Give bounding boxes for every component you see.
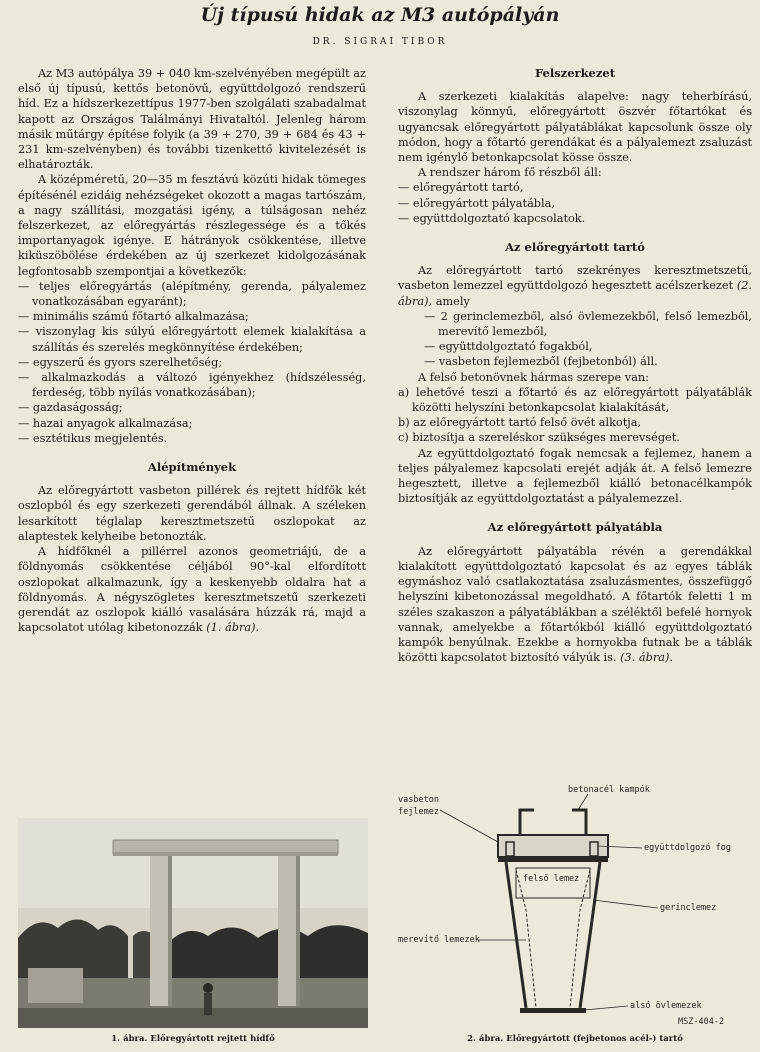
bridge-abutment-photo bbox=[18, 818, 368, 1028]
paragraph: Az M3 autópálya 39 + 040 km-szelvényében megépült az első új típusú, kettős betonövű, együttdolgozó rendszerű híd. Ez a hídszerkezettípus 1977-ben szolgálati szabadalmat kapott az Országos Találmányi Hivataltól. Jelenleg három másik műtárgy építése folyik (a 39 + 270, 39 + 684 és 43 + 231 km-szelvényben) és további tizenkettő kivitelezését is elhatározták. bbox=[18, 67, 366, 172]
list-item: — együttdolgoztató kapcsolatok. bbox=[398, 211, 586, 225]
label-gerinclemez: gerinclemez bbox=[660, 903, 717, 913]
label-merevito: merevítő lemezek bbox=[398, 935, 480, 945]
label-code: MSZ-404-2 bbox=[678, 1017, 725, 1027]
label-felso-lemez: felső lemez bbox=[523, 874, 580, 884]
paragraph: Az együttdolgoztató fogak nemcsak a fejlemez, hanem a teljes pályalemez kapcsolati erejét adják át. A felső lemezre hegesztett, illetve a fejlemezből kiálló betonacélkampók biztosítják az együttdolgoztatást a pályalemezzel. bbox=[398, 446, 752, 506]
label-also-ov: alsó övlemezek bbox=[630, 1001, 702, 1011]
list-item: — egyszerű és gyors szerelhetőség; bbox=[18, 355, 223, 369]
list-item: — együttdolgoztató fogakból, bbox=[424, 340, 593, 354]
label-kampok: betonacél kampók bbox=[568, 785, 650, 795]
paragraph: A hídfőknél a pillérrel azonos geometriájú, de a földnyomás csökkentése céljából 90°-kal elfordított oszlopokat alkalmazunk, így a keskenyebb oldalra hat a földnyomás. A négyszögletes keresztmetszetű szerkezeti gerendát az oszlopok kiálló vasalására húzzák rá, majd a kapcsolatot utólag kibetonozzák (1. ábra). bbox=[18, 545, 366, 635]
paragraph: Az előregyártott pályatábla révén a gerendákkal kialakított együttdolgoztató kapcsolat és az egyes táblák egymáshoz való csatlakoztatása zsaluzásmentes, összefüggő helyszíni kibetonozással megoldható. A főtartók feletti 1 m széles szakaszon a pályatáblákban a széléktől befelé hornyok vannak, amelyekbe a főtartókból kiálló együttdolgoztató kampók benyúlnak. Ezekbe a hornyokba futnak be a táblák közötti kapcsolatot biztosító vályúk is. (3. ábra). bbox=[398, 544, 752, 665]
paragraph: A középméretű, 20—35 m fesztávú közúti hidak tömeges építésénél ezidáig nehézségeket okozott a magas tartószám, a nagy szállítási, mozgatási igény, a túlságosan nehéz felszerkezet, az előregyártás részlegessége és a tőkés importanyagok igénye. E hátrányok csökkentése, illetve kiküszöbölése érdekében az új szerkezet kidolgozásának legfontosabb szempontjai a következők: bbox=[18, 173, 366, 278]
list-item: — előregyártott pályatábla, bbox=[398, 196, 555, 210]
section-heading: Az előregyártott tartó bbox=[505, 240, 645, 255]
list-item: — teljes előregyártás (alépítmény, gerenda, pályalemez vonatkozásában egyaránt); bbox=[18, 279, 366, 309]
list-item: a) lehetővé teszi a főtartó és az előregyártott pályatáblák közötti helyszíni betonkapcsolat kialakítását, bbox=[398, 385, 752, 415]
system-parts-list bbox=[398, 180, 752, 226]
article-title: Új típusú hidak az M3 autópályán bbox=[200, 4, 560, 26]
list-item: — hazai anyagok alkalmazása; bbox=[18, 416, 193, 430]
figure-2-caption: 2. ábra. Előregyártott (fejbetonos acél-) tartó bbox=[467, 1034, 683, 1044]
list-item: — előregyártott tartó, bbox=[398, 181, 524, 195]
list-item: — esztétikus megjelentés. bbox=[18, 431, 168, 445]
list-item: — alkalmazkodás a változó igényekhez (hídszélesség, ferdeség, több nyílás vonatkozásában); bbox=[18, 371, 366, 400]
list-item: — 2 gerinclemezből, alsó övlemezekből, felső lemezből, merevítő lemezből, bbox=[424, 309, 752, 339]
label-fog: együttdolgozó fog bbox=[644, 843, 731, 853]
list-item: — vasbeton fejlemezből (fejbetonból) áll. bbox=[424, 355, 658, 369]
section-heading: Az előregyártott pályatábla bbox=[487, 520, 663, 535]
list-item: b) az előregyártott tartó felső övét alkotja, bbox=[398, 416, 642, 430]
girder-parts-list bbox=[398, 309, 752, 370]
paragraph: A szerkezeti kialakítás alapelve: nagy teherbírású, viszonylag könnyű, előregyártott öszvér főtartókat és ugyancsak előregyártott pályatáblákat kapcsolunk össze oly módon, hogy a főtartó gerendákat és a pályalemezt zsaluzást nem igénylő betonkapcsolat kösse össze. bbox=[398, 90, 752, 165]
list-item: — viszonylag kis súlyú előregyártott elemek kialakítása a szállítás és szerelés megkönnyítése érdekében; bbox=[18, 325, 367, 354]
list-item: c) biztosítja a szereléskor szükséges merevséget. bbox=[398, 431, 680, 445]
paragraph: A rendszer három fő részből áll: bbox=[418, 166, 602, 180]
list-item: — minimális számú főtartó alkalmazása; bbox=[18, 310, 249, 324]
label-fejlemez: fejlemez bbox=[398, 807, 439, 817]
left-column bbox=[18, 66, 366, 635]
paragraph: Az előregyártott vasbeton pillérek és rejtett hídfők két oszlopból és egy szerkezeti gerendából állnak. A széleken lesarkított téglalap keresztmetszetű oszlopokat az alaptestek kelyheibe betonozták. bbox=[18, 484, 366, 543]
section-heading: Alépítmények bbox=[147, 460, 237, 475]
figure-1-caption: 1. ábra. Előregyártott rejtett hídfő bbox=[111, 1034, 275, 1044]
paragraph: A felső betonövnek hármas szerepe van: bbox=[418, 370, 650, 384]
list-item: — gazdaságosság; bbox=[18, 401, 123, 415]
role-list bbox=[398, 385, 752, 446]
label-vasbeton: vasbeton bbox=[398, 795, 439, 805]
girder-cross-section-diagram bbox=[398, 780, 752, 1032]
paragraph: Az előregyártott tartó szekrényes keresztmetszetű, vasbeton lemezzel együttdolgozó hegesztett acélszerkezet (2. ábra), amely bbox=[398, 264, 752, 308]
requirements-list bbox=[18, 279, 366, 446]
right-column bbox=[398, 66, 752, 665]
section-heading: Felszerkezet bbox=[534, 66, 616, 80]
article-author: DR. SIGRAI TIBOR bbox=[312, 37, 448, 47]
